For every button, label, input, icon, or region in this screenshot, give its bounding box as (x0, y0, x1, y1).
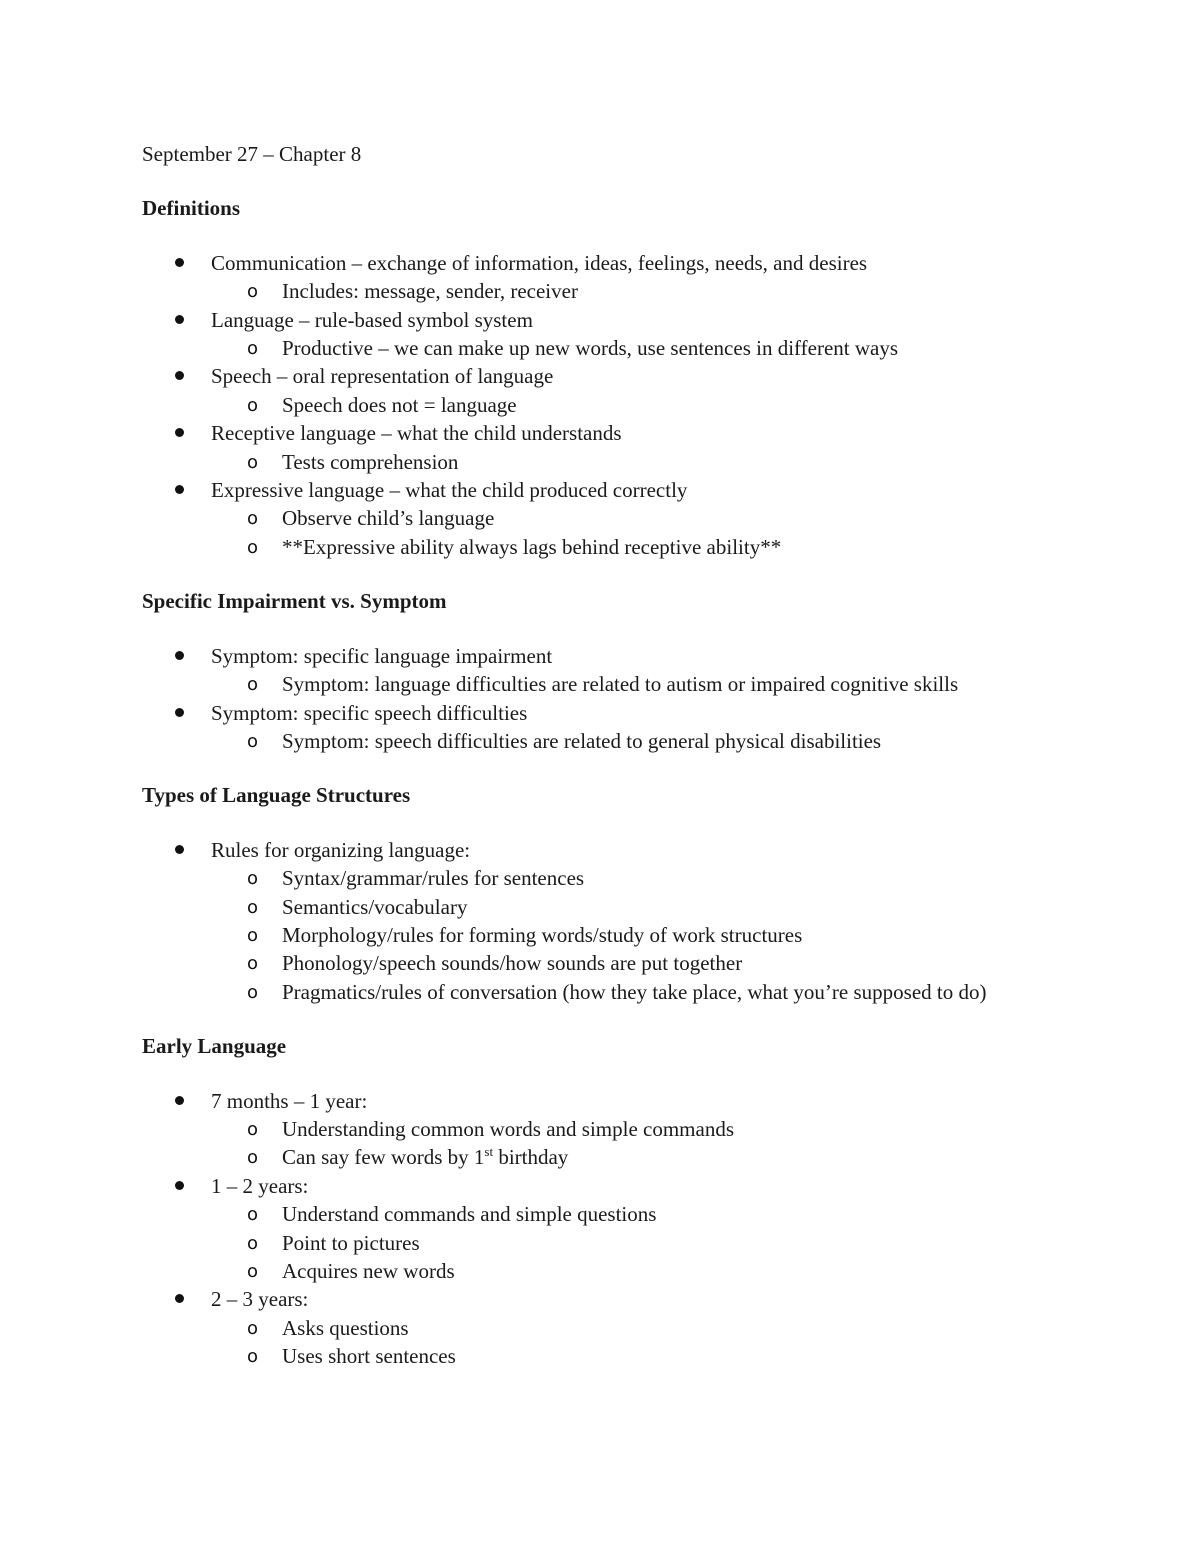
sub-list-item-text: Tests comprehension (282, 449, 459, 474)
bullet-dot-icon (175, 485, 184, 494)
list-item-text: Rules for organizing language: (211, 837, 471, 862)
sub-list-item-text: Morphology/rules for forming words/study of work structures (282, 922, 803, 947)
sub-bullet-list (211, 277, 1062, 305)
sub-list-item-text: Understand commands and simple questions (282, 1202, 657, 1227)
hollow-bullet-icon: o (247, 730, 259, 752)
hollow-bullet-icon: o (247, 1261, 259, 1282)
sub-bullet-list (211, 670, 1062, 698)
list-item-text: Symptom: specific language impairment (211, 643, 553, 668)
sub-bullet-list (211, 1200, 1062, 1285)
sub-list-item (211, 391, 1062, 419)
bullet-dot-icon (175, 651, 184, 660)
bullet-dot-icon (175, 1181, 184, 1190)
sub-bullet-list (211, 504, 1062, 561)
sub-list-item (211, 727, 1062, 755)
list-item (142, 1285, 1062, 1370)
sub-list-item (211, 334, 1062, 362)
list-item-text: Receptive language – what the child understands (211, 421, 622, 446)
bullet-dot-icon (175, 258, 184, 267)
bullet-dot-icon (175, 1096, 184, 1105)
sub-list-item-text: Symptom: language difficulties are related to autism or impaired cognitive skills (282, 672, 959, 697)
sub-list-item-text: Observe child’s language (282, 506, 495, 531)
list-item-text: 7 months – 1 year: (211, 1088, 368, 1113)
hollow-bullet-icon: o (247, 1346, 259, 1368)
hollow-bullet-icon: o (247, 338, 259, 360)
section-heading: Definitions (142, 196, 241, 221)
sub-list-item (211, 893, 1062, 921)
hollow-bullet-icon: o (247, 1118, 259, 1140)
ordinal-superscript: st (484, 1144, 494, 1160)
sub-list-item-text: Phonology/speech sounds/how sounds are put together (282, 951, 743, 976)
sub-list-item-text: Pragmatics/rules of conversation (how they take place, what you’re supposed to do) (282, 979, 987, 1004)
list-item (142, 362, 1062, 419)
bullet-dot-icon (175, 845, 184, 854)
hollow-bullet-icon: o (247, 924, 259, 946)
sub-list-item (211, 864, 1062, 892)
hollow-bullet-icon: o (247, 451, 259, 473)
list-item-text: 1 – 2 years: (211, 1173, 309, 1198)
sub-bullet-list (211, 727, 1062, 755)
sub-bullet-list (211, 1115, 1062, 1172)
sub-list-item-text (282, 1145, 568, 1169)
hollow-bullet-icon: o (247, 896, 259, 918)
hollow-bullet-icon: o (247, 953, 259, 975)
sub-list-item (211, 949, 1062, 977)
bullet-list (142, 836, 1062, 1006)
document-content (142, 140, 1062, 1397)
list-item-text: Speech – oral representation of language (211, 364, 554, 389)
sub-list-item (211, 1257, 1062, 1285)
list-item-text: Symptom: specific speech difficulties (211, 700, 528, 725)
list-item-text: Communication – exchange of information, ideas, feelings, needs, and desires (211, 250, 868, 275)
date-line: September 27 – Chapter 8 (142, 142, 362, 166)
sub-list-item-text: Symptom: speech difficulties are related to general physical disabilities (282, 728, 882, 753)
sub-list-item (211, 533, 1062, 561)
sub-list-item-text: Understanding common words and simple commands (282, 1116, 735, 1141)
sub-list-item (211, 1229, 1062, 1257)
list-item (142, 1172, 1062, 1286)
sub-list-item (211, 1342, 1062, 1370)
list-item (142, 249, 1062, 306)
bullet-list (142, 249, 1062, 561)
list-item (142, 642, 1062, 699)
bullet-dot-icon (175, 428, 184, 437)
sub-list-item (211, 1143, 1062, 1171)
sub-list-item-text: Syntax/grammar/rules for sentences (282, 866, 585, 891)
sub-list-item-text: Includes: message, sender, receiver (282, 279, 578, 304)
hollow-bullet-icon: o (247, 281, 259, 303)
bullet-dot-icon (175, 371, 184, 380)
sub-bullet-list (211, 334, 1062, 362)
sub-list-item (211, 504, 1062, 532)
hollow-bullet-icon: o (247, 868, 259, 890)
list-item (142, 699, 1062, 756)
list-item-text: Expressive language – what the child produced correctly (211, 478, 688, 503)
sub-list-item (211, 921, 1062, 949)
list-item (142, 1087, 1062, 1172)
sub-list-item-text: Asks questions (282, 1315, 409, 1340)
hollow-bullet-icon: o (247, 981, 259, 1003)
sub-list-item-text: Semantics/vocabulary (282, 894, 468, 919)
sub-list-item (211, 978, 1062, 1006)
section-heading: Early Language (142, 1034, 287, 1059)
section-heading: Types of Language Structures (142, 783, 411, 808)
section-heading: Specific Impairment vs. Symptom (142, 589, 447, 614)
sub-list-item-text: Uses short sentences (282, 1344, 456, 1369)
bullet-dot-icon (175, 708, 184, 717)
list-item-text: Language – rule-based symbol system (211, 307, 533, 332)
hollow-bullet-icon: o (247, 508, 259, 530)
list-item (142, 836, 1062, 1006)
text-segment: Can say few words by 1 (282, 1145, 485, 1170)
hollow-bullet-icon: o (247, 536, 259, 558)
hollow-bullet-icon: o (247, 1204, 259, 1226)
sub-bullet-list (211, 391, 1062, 419)
sub-list-item (211, 670, 1062, 698)
hollow-bullet-icon: o (247, 394, 259, 416)
sub-list-item (211, 277, 1062, 305)
hollow-bullet-icon: o (247, 1232, 259, 1254)
sub-bullet-list (211, 448, 1062, 476)
bullet-dot-icon (175, 1294, 184, 1303)
list-item (142, 476, 1062, 561)
list-item (142, 306, 1062, 363)
sub-list-item (211, 448, 1062, 476)
sections-container (142, 194, 1062, 1370)
sub-list-item-text: Speech does not = language (282, 392, 517, 417)
bullet-list (142, 1087, 1062, 1371)
sub-list-item-text: Productive – we can make up new words, use sentences in different ways (282, 336, 899, 361)
list-item (142, 419, 1062, 476)
sub-list-item (211, 1314, 1062, 1342)
sub-list-item (211, 1115, 1062, 1143)
hollow-bullet-icon: o (247, 1147, 259, 1169)
list-item-text: 2 – 3 years: (211, 1287, 309, 1312)
sub-list-item (211, 1200, 1062, 1228)
sub-list-item-text: Acquires new words (282, 1259, 455, 1283)
sub-bullet-list (211, 864, 1062, 1006)
bullet-dot-icon (175, 315, 184, 324)
sub-list-item-text: Point to pictures (282, 1230, 420, 1255)
text-segment: birthday (493, 1145, 569, 1170)
sub-bullet-list (211, 1314, 1062, 1371)
sub-list-item-text: **Expressive ability always lags behind receptive ability** (282, 534, 782, 559)
hollow-bullet-icon: o (247, 674, 259, 696)
hollow-bullet-icon: o (247, 1317, 259, 1339)
bullet-list (142, 642, 1062, 756)
